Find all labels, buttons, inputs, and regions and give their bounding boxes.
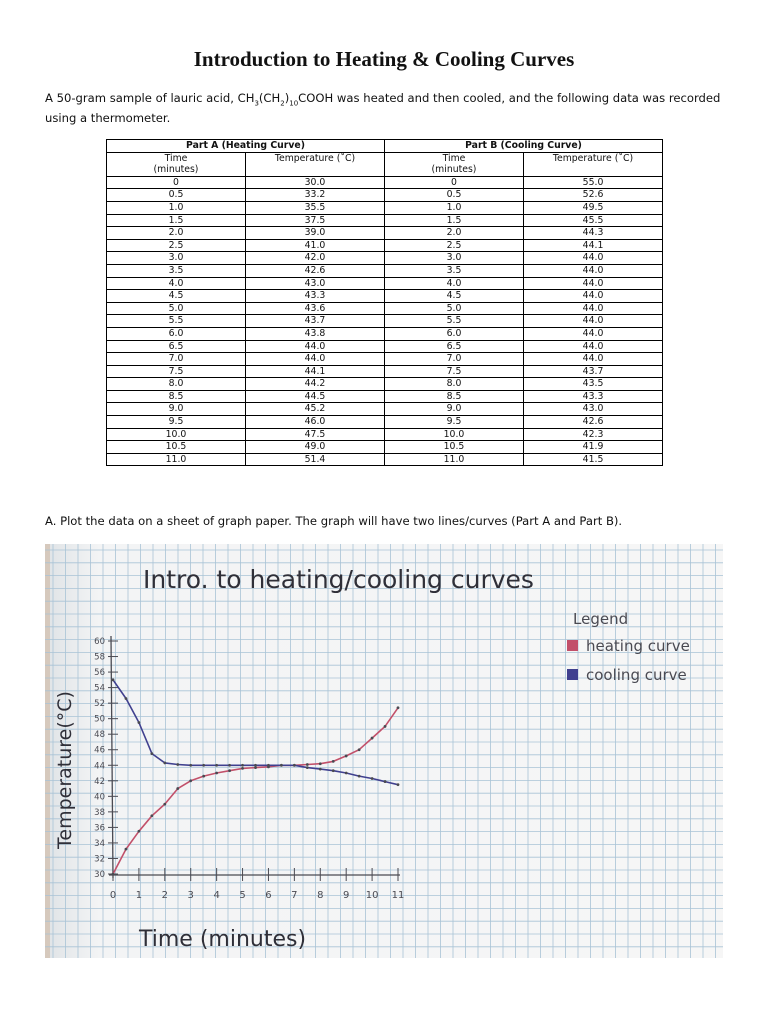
cooling-point: [332, 769, 335, 772]
temp-b-cell: 44.1: [524, 239, 663, 252]
heating-point: [241, 767, 244, 770]
table-row: [107, 428, 663, 441]
time-b-cell: 8.0: [385, 378, 524, 391]
y-tick-label: 50: [94, 714, 105, 725]
y-axis-label: Temperature(°C): [54, 691, 76, 849]
time-a-cell: 1.5: [107, 214, 246, 227]
heating-swatch: [567, 640, 578, 651]
temp-a-cell: 44.1: [246, 365, 385, 378]
time-b-cell: 0.5: [385, 189, 524, 202]
time-b-cell: 7.5: [385, 365, 524, 378]
time-a-cell: 2.5: [107, 239, 246, 252]
temp-a-cell: 33.2: [246, 189, 385, 202]
y-tick-label: 52: [94, 699, 105, 710]
temp-a-cell: 43.6: [246, 302, 385, 315]
time-a-cell: 0: [107, 176, 246, 189]
cooling-point: [345, 772, 348, 775]
temp-a-cell: 44.5: [246, 390, 385, 403]
x-tick-label: 9: [342, 890, 350, 901]
temp-b-cell: 41.5: [524, 453, 663, 466]
graph-paper: [45, 544, 723, 958]
temp-b-cell: 44.0: [524, 353, 663, 366]
y-tick-label: 40: [94, 792, 105, 803]
temp-a-cell: 43.3: [246, 290, 385, 303]
table-row: [107, 390, 663, 403]
table-row: [107, 353, 663, 366]
cooling-point: [358, 775, 361, 778]
temp-b-cell: 43.7: [524, 365, 663, 378]
cooling-point: [280, 764, 283, 767]
x-tick-label: 2: [161, 890, 169, 901]
table-row: [107, 378, 663, 391]
y-tick-label: 60: [94, 637, 105, 647]
temp-a-cell: 35.5: [246, 201, 385, 214]
temp-a-cell: 30.0: [246, 176, 385, 189]
time-b-cell: 5.0: [385, 302, 524, 315]
cooling-point: [189, 764, 192, 767]
temp-b-cell: 42.6: [524, 416, 663, 429]
temp-b-cell: 42.3: [524, 428, 663, 441]
heating-point: [176, 787, 179, 790]
temp-b-cell: 44.0: [524, 327, 663, 340]
temp-b-cell: 55.0: [524, 176, 663, 189]
cooling-point: [202, 764, 205, 767]
temp-a-cell: 44.0: [246, 340, 385, 353]
table-row: [107, 327, 663, 340]
cooling-swatch: [567, 669, 578, 680]
heating-point: [150, 814, 153, 817]
time-b-cell: 8.5: [385, 390, 524, 403]
table-body: [107, 176, 663, 466]
heating-point: [228, 769, 231, 772]
temp-a-cell: 43.0: [246, 277, 385, 290]
x-tick-label: 10: [365, 890, 379, 901]
time-a-cell: 3.0: [107, 252, 246, 265]
time-a-cell: 9.0: [107, 403, 246, 416]
heating-point: [125, 848, 128, 851]
x-tick-label: 1: [135, 890, 143, 901]
temp-a-cell: 45.2: [246, 403, 385, 416]
temp-b-cell: 52.6: [524, 189, 663, 202]
table-row: [107, 365, 663, 378]
time-b-cell: 7.0: [385, 353, 524, 366]
cooling-point: [319, 768, 322, 771]
temp-a-cell: 37.5: [246, 214, 385, 227]
cooling-point: [241, 764, 244, 767]
time-header-b: Time (minutes): [385, 152, 524, 176]
table-row: [107, 340, 663, 353]
y-tick-label: 46: [94, 745, 105, 756]
time-b-cell: 4.0: [385, 277, 524, 290]
time-b-cell: 2.0: [385, 227, 524, 240]
x-axis-label: Time (minutes): [139, 927, 307, 952]
time-a-cell: 10.5: [107, 441, 246, 454]
table-row: [107, 239, 663, 252]
cooling-point: [306, 766, 309, 769]
time-b-cell: 5.5: [385, 315, 524, 328]
time-a-cell: 2.0: [107, 227, 246, 240]
x-tick-label: 6: [265, 890, 272, 901]
temp-a-cell: 43.8: [246, 327, 385, 340]
cooling-point: [215, 764, 218, 767]
y-tick-label: 38: [94, 807, 105, 818]
temp-b-cell: 43.5: [524, 378, 663, 391]
table-row: [107, 189, 663, 202]
heating-point: [189, 779, 192, 782]
x-tick-label: 11: [391, 890, 405, 901]
temp-b-cell: 44.0: [524, 340, 663, 353]
time-a-cell: 5.5: [107, 315, 246, 328]
legend-heating-label: heating curve: [586, 637, 690, 655]
y-tick-label: 54: [94, 683, 105, 694]
temp-b-cell: 44.0: [524, 264, 663, 277]
y-tick-label: 32: [94, 854, 105, 865]
temp-a-cell: 46.0: [246, 416, 385, 429]
cooling-point: [397, 783, 400, 786]
temp-header-a: Temperature (˚C): [246, 152, 385, 176]
time-a-cell: 8.5: [107, 390, 246, 403]
time-b-cell: 3.5: [385, 264, 524, 277]
temp-a-cell: 42.0: [246, 252, 385, 265]
time-a-cell: 6.0: [107, 327, 246, 340]
part-b-header: Part B (Cooling Curve): [385, 140, 663, 153]
x-tick-label: 7: [291, 890, 298, 901]
time-a-cell: 7.0: [107, 353, 246, 366]
time-a-cell: 10.0: [107, 428, 246, 441]
x-tick-label: 5: [239, 890, 246, 901]
data-table: [106, 139, 663, 466]
y-tick-label: 36: [94, 823, 105, 834]
table-row: [107, 290, 663, 303]
temp-header-b: Temperature (˚C): [524, 152, 663, 176]
table-row: [107, 252, 663, 265]
table-row: [107, 214, 663, 227]
heating-point: [215, 772, 218, 775]
part-a-header: Part A (Heating Curve): [107, 140, 385, 153]
cooling-point: [150, 752, 153, 755]
temp-b-cell: 49.5: [524, 201, 663, 214]
heating-point: [384, 725, 387, 728]
cooling-point: [125, 697, 128, 700]
time-a-cell: 3.5: [107, 264, 246, 277]
heating-point: [202, 775, 205, 778]
legend-title: Legend: [573, 610, 629, 628]
temp-a-cell: 41.0: [246, 239, 385, 252]
time-b-cell: 11.0: [385, 453, 524, 466]
temp-b-cell: 45.5: [524, 214, 663, 227]
cooling-point: [254, 764, 257, 767]
table-row: [107, 416, 663, 429]
heating-point: [306, 763, 309, 766]
temp-b-cell: 44.0: [524, 290, 663, 303]
temp-b-cell: 44.0: [524, 302, 663, 315]
y-tick-label: 48: [94, 730, 105, 741]
cooling-point: [384, 780, 387, 783]
heating-point: [138, 830, 141, 833]
time-a-cell: 9.5: [107, 416, 246, 429]
time-b-cell: 9.5: [385, 416, 524, 429]
table-row: [107, 277, 663, 290]
cooling-point: [112, 678, 115, 681]
time-a-cell: 4.5: [107, 290, 246, 303]
time-b-cell: 10.0: [385, 428, 524, 441]
temp-b-cell: 41.9: [524, 441, 663, 454]
heating-point: [163, 803, 166, 806]
table-row: [107, 315, 663, 328]
time-a-cell: 11.0: [107, 453, 246, 466]
temp-b-cell: 44.0: [524, 315, 663, 328]
graph-photo: [45, 544, 723, 958]
temp-b-cell: 44.0: [524, 277, 663, 290]
heating-point: [112, 873, 115, 876]
y-tick-label: 30: [94, 870, 105, 880]
cooling-point: [228, 764, 231, 767]
cooling-point: [138, 721, 141, 724]
time-a-cell: 0.5: [107, 189, 246, 202]
x-tick-label: 0: [109, 890, 117, 901]
heating-point: [358, 748, 361, 751]
cooling-point: [371, 777, 374, 780]
time-a-cell: 4.0: [107, 277, 246, 290]
question-a: A. Plot the data on a sheet of graph paper. The graph will have two lines/curves (Part A and Part B).: [45, 514, 623, 528]
page-title: Introduction to Heating & Cooling Curves: [193, 47, 575, 71]
y-tick-label: 58: [94, 652, 105, 663]
table-row: [107, 453, 663, 466]
cooling-point: [163, 762, 166, 765]
time-a-cell: 7.5: [107, 365, 246, 378]
table-row: [107, 176, 663, 189]
temp-a-cell: 51.4: [246, 453, 385, 466]
time-a-cell: 6.5: [107, 340, 246, 353]
x-tick-label: 3: [187, 890, 194, 901]
time-header-a: Time (minutes): [107, 152, 246, 176]
temp-a-cell: 44.2: [246, 378, 385, 391]
temp-b-cell: 44.0: [524, 252, 663, 265]
table-row: [107, 201, 663, 214]
y-tick-label: 44: [94, 761, 105, 772]
time-a-cell: 1.0: [107, 201, 246, 214]
time-a-cell: 5.0: [107, 302, 246, 315]
temp-a-cell: 49.0: [246, 441, 385, 454]
heating-point: [319, 762, 322, 765]
temp-a-cell: 43.7: [246, 315, 385, 328]
time-b-cell: 1.0: [385, 201, 524, 214]
intro-paragraph: A 50-gram sample of lauric acid, $CH_3(CH_2)_{10}COOH$ was heated and then cooled, and the following data was recorded using a thermometer.: [45, 91, 721, 126]
time-b-cell: 4.5: [385, 290, 524, 303]
x-tick-label: 8: [317, 890, 324, 901]
table-row: [107, 403, 663, 416]
cooling-point: [176, 763, 179, 766]
legend-cooling-label: cooling curve: [586, 666, 687, 684]
heating-point: [397, 706, 400, 709]
temp-a-cell: 47.5: [246, 428, 385, 441]
temp-b-cell: 43.0: [524, 403, 663, 416]
y-tick-label: 56: [94, 668, 105, 679]
cooling-point: [267, 764, 270, 767]
table-row: [107, 441, 663, 454]
y-tick-label: 42: [94, 776, 105, 787]
time-b-cell: 9.0: [385, 403, 524, 416]
heating-point: [371, 737, 374, 740]
y-tick-label: 34: [94, 838, 105, 849]
time-b-cell: 1.5: [385, 214, 524, 227]
time-a-cell: 8.0: [107, 378, 246, 391]
temp-a-cell: 39.0: [246, 227, 385, 240]
table-row: [107, 227, 663, 240]
time-b-cell: 6.0: [385, 327, 524, 340]
x-tick-label: 4: [213, 890, 220, 901]
heating-point: [345, 755, 348, 758]
time-b-cell: 6.5: [385, 340, 524, 353]
time-b-cell: 2.5: [385, 239, 524, 252]
time-b-cell: 3.0: [385, 252, 524, 265]
temp-b-cell: 43.3: [524, 390, 663, 403]
temp-a-cell: 42.6: [246, 264, 385, 277]
table-row: [107, 264, 663, 277]
table-row: [107, 302, 663, 315]
temp-a-cell: 44.0: [246, 353, 385, 366]
temp-b-cell: 44.3: [524, 227, 663, 240]
graph-title: Intro. to heating/cooling curves: [143, 565, 534, 594]
time-b-cell: 10.5: [385, 441, 524, 454]
heating-point: [332, 760, 335, 763]
cooling-point: [293, 764, 296, 767]
time-b-cell: 0: [385, 176, 524, 189]
